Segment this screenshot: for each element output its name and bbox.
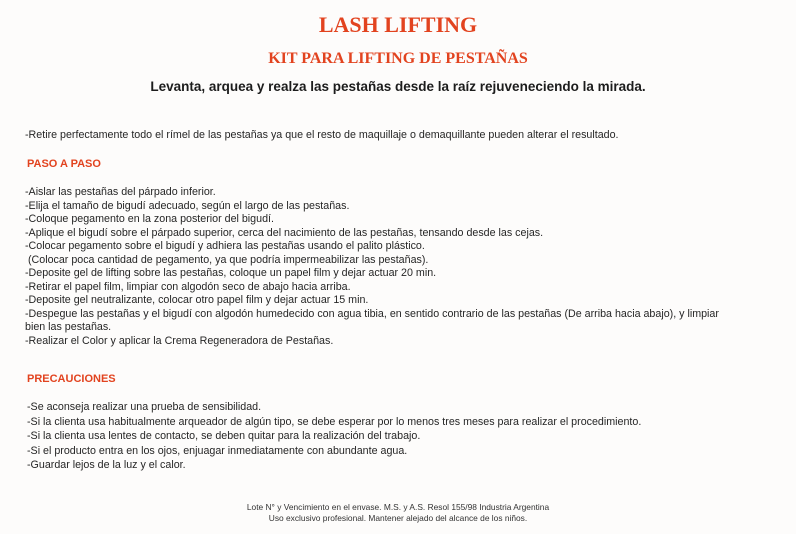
precaution-item: -Si el producto entra en los ojos, enjuagar inmediatamente con abundante agua. (27, 444, 408, 457)
step-item: (Colocar poca cantidad de pegamento, ya que podría impermeabilizar las pestañas). (25, 253, 429, 266)
section-heading-paso-a-paso: PASO A PASO (27, 158, 101, 170)
intro-text: -Retire perfectamente todo el rímel de las pestañas ya que el resto de maquillaje o demaquillante pueden alterar el resultado. (25, 129, 619, 141)
step-item: -Retirar el papel film, limpiar con algodón seco de abajo hacia arriba. (25, 280, 351, 293)
step-item: -Deposite gel neutralizante, colocar otro papel film y dejar actuar 15 min. (25, 294, 369, 307)
step-item: -Coloque pegamento en la zona posterior del bigudí. (25, 213, 274, 226)
step-item: -Aislar las pestañas del párpado inferior. (25, 186, 216, 198)
tagline: Levanta, arquea y realza las pestañas desde la raíz rejuveneciendo la mirada. (150, 79, 646, 94)
precautions-list (27, 400, 641, 473)
section-heading-precauciones: PRECAUCIONES (27, 373, 116, 385)
step-item: -Deposite gel de lifting sobre las pestañas, coloque un papel film y dejar actuar 20 min. (25, 267, 437, 280)
precaution-item: -Se aconseja realizar una prueba de sensibilidad. (27, 401, 262, 413)
footer-line: Lote N° y Vencimiento en el envase. M.S. y A.S. Resol 155/98 Industria Argentina (246, 502, 550, 512)
step-item: -Despegue las pestañas y el bigudí con algodón humedecido con agua tibia, en sentido contrario de las pestañas (De arriba hacia abajo), y limpiar (25, 307, 719, 320)
step-item: -Realizar el Color y aplicar la Crema Regeneradora de Pestañas. (25, 335, 334, 348)
steps-list (25, 186, 719, 349)
footer-line: Uso exclusivo profesional. Mantener alejado del alcance de los niños. (268, 513, 528, 523)
precaution-item: -Si la clienta usa lentes de contacto, se deben quitar para la realización del trabajo. (27, 430, 421, 443)
step-item: bien las pestañas. (25, 321, 112, 334)
precaution-item: -Guardar lejos de la luz y el calor. (27, 459, 186, 472)
footer (0, 502, 796, 524)
step-item: -Elija el tamaño de bigudí adecuado, según el largo de las pestañas. (25, 199, 350, 212)
step-item: -Colocar pegamento sobre el bigudí y adhiera las pestañas usando el palito plástico. (25, 240, 425, 253)
step-item: -Aplique el bigudí sobre el párpado superior, cerca del nacimiento de las pestañas, tensando desde las cejas. (25, 226, 544, 239)
page-subtitle: KIT PARA LIFTING DE PESTAÑAS (268, 50, 528, 67)
precaution-item: -Si la clienta usa habitualmente arqueador de algún tipo, se debe esperar por lo menos tres meses para realizar el procedimiento. (27, 415, 642, 428)
page-title: LASH LIFTING (318, 12, 478, 37)
